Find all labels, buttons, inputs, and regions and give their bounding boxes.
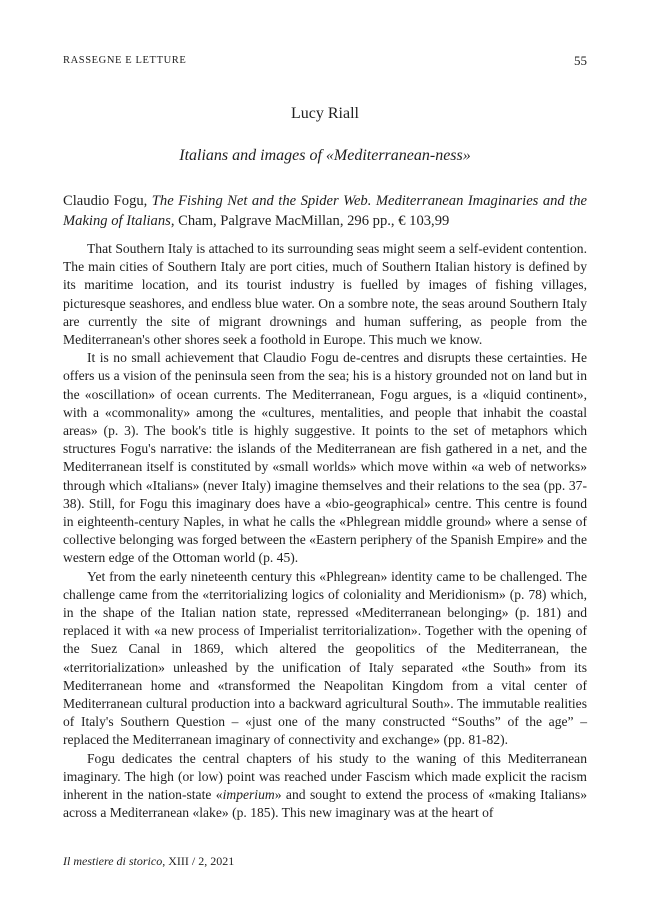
paragraph-4-end: » and sought to extend the process of «making Italians» across a Mediterranean «lake» (p. 185). This new imaginary was at the heart of [63, 787, 587, 821]
article-title: Italians and images of «Mediterranean-ness» [179, 147, 471, 164]
book-citation [63, 191, 587, 231]
paragraph-3: Yet from the early nineteenth century this «Phlegrean» identity came to be challenged. The challenge came from the «territorializing logics of coloniality and Meridionism» (p. 78) which, in the shape of the Italian nation state, repressed «Mediterranean belonging» (p. 181) and replaced it with «a new process of Imperialist territorialization». Together with the opening of the Suez Canal in 1869, which altered the geopolitics of the Mediterranean, the «territorialization» unleashed by the unification of Italy separated «the South» from its Mediterranean home and «transformed the Neapolitan Kingdom from a vital center of Mediterranean cultural production into a backward agricultural South». The immutable realities of Italy's Southern Question – «just one of the many constructed “Souths” of the age” – replaced the Mediterranean imaginary of connectivity and exchange» (pp. 81-82). [63, 568, 587, 748]
paragraph-4 [63, 750, 587, 823]
paragraph-1: That Southern Italy is attached to its surrounding seas might seem a self-evident contention. The main cities of Southern Italy are port cities, much of Southern Italian history is defined by its maritime location, and its tourist industry is fuelled by images of fishing villages, picturesque seashores, and endless blue water. On a sombre note, the seas around Southern Italy are currently the site of migrant drownings and human suffering, as people from the Mediterranean's other shores seek a foothold in Europe. This much we know. [63, 241, 587, 348]
paragraph-4-start: Fogu dedicates the central chapters of his study to the waning of this Mediterranean imaginary. The high (or low) point was reached under Fascism which made explicit the racism inherent in the nation-state « [63, 750, 587, 803]
review-body [63, 240, 587, 823]
paragraph-2: It is no small achievement that Claudio Fogu de-centres and disrupts these certainties. He offers us a vision of the peninsula seen from the sea; his is a history grounded not on land but in the «oscillation» of ocean currents. The Mediterranean, Fogu argues, is a «liquid continent», with a «commonality» among the «cultures, mentalities, and people that inhabit the coastal areas» (p. 3). The book's title is highly suggestive. It points to the set of metaphors which structures Fogu's narrative: the islands of the Mediterranean are fish gathered in a net, and the Mediterranean itself is constituted by «small worlds» which move within «a web of networks» through which «Italians» (never Italy) imagine themselves and their relations to the sea (pp. 37-38). Still, for Fogu this imaginary does have a «bio-geographical» centre. This centre is found in eighteenth-century Naples, in what he calls the «Phlegrean middle ground» where a sense of collective belonging was forged between the «Eastern periphery of the Spanish Empire» and the western edge of the Ottoman world (p. 45). [63, 350, 587, 566]
journal-issue: , XIII / 2, 2021 [162, 854, 235, 868]
document-page [63, 0, 587, 910]
paragraph-4-italic: imperium [222, 787, 275, 803]
book-title: The Fishing Net and the Spider Web. Mediterranean Imaginaries and the Making of Italians [63, 193, 587, 229]
article-author: Lucy Riall [291, 105, 359, 122]
section-title: RASSEGNE E LETTURE [63, 55, 187, 66]
page-footer [63, 854, 234, 869]
journal-name: Il mestiere di storico [63, 854, 163, 868]
book-author: Claudio Fogu, [63, 193, 148, 209]
book-publication: , Cham, Palgrave MacMillan, 296 pp., € 103,99 [170, 213, 450, 229]
page-number: 55 [574, 53, 587, 68]
